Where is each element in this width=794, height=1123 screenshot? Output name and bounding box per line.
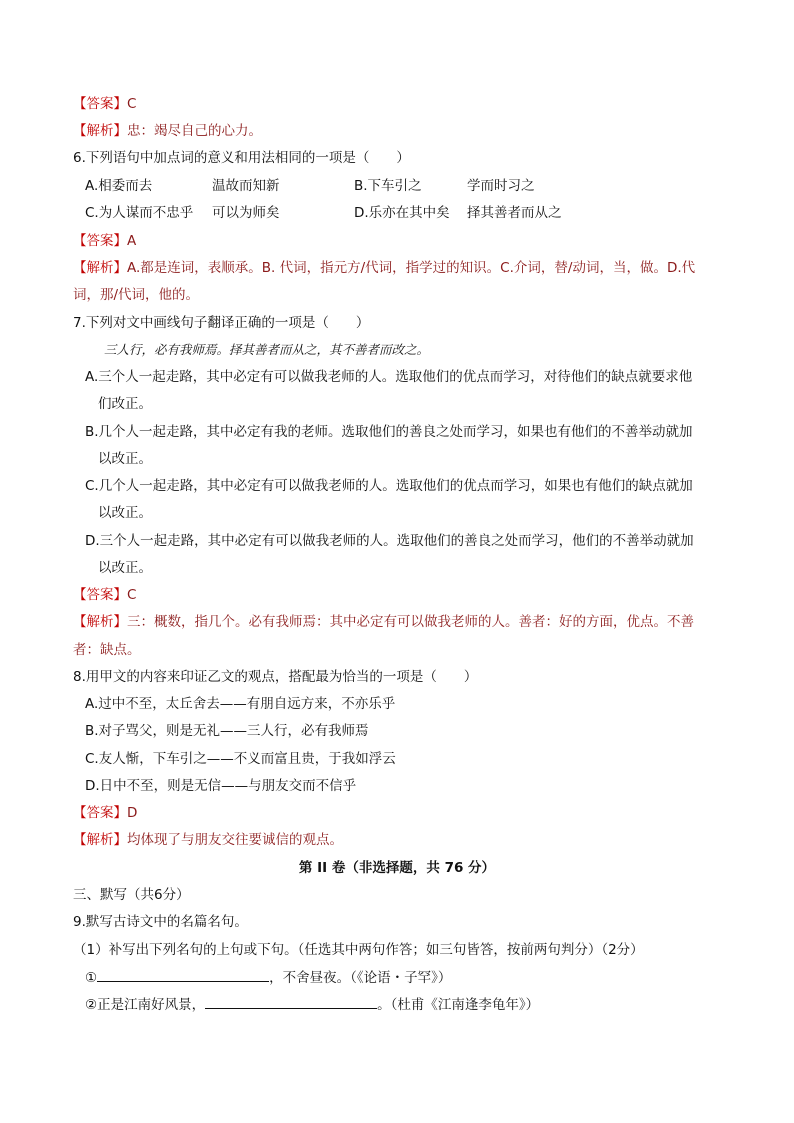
q7-option-a-line1: A.三个人一起走路，其中必定有可以做我老师的人。选取他们的优点而学习，对待他们的缺点就要求他 xyxy=(85,369,693,385)
q8-stem: 8.用甲文的内容来印证乙文的观点，搭配最为恰当的一项是（ ） xyxy=(73,669,478,685)
q6-stem: 6.下列语句中加点词的意义和用法相同的一项是（ ） xyxy=(73,150,410,166)
section-title: 第 II 卷（非选择题，共 76 分） xyxy=(298,860,496,876)
analysis-text-cont: 词，那/代词，他的。 xyxy=(73,287,200,303)
q7-option-c-line1: C.几个人一起走路，其中必定有可以做我老师的人。选取他们的优点而学习，如果也有他们的缺点就加 xyxy=(85,478,693,494)
q6-option-a-pair: 温故而知新 xyxy=(212,178,280,194)
q6-option-d-pair: 择其善者而从之 xyxy=(467,205,562,221)
q9-1-instruction: （1）补写出下列名句的上句或下句。（任选其中两句作答；如三句皆答，按前两句判分）（2分） xyxy=(73,942,644,958)
q6-answer-line xyxy=(73,231,136,251)
q6-option-b: B.下车引之 xyxy=(354,178,422,194)
answer-tag: 【答案】 xyxy=(73,805,127,821)
item-number: ① xyxy=(85,970,98,986)
analysis-text: 三：概数，指几个。必有我师焉：其中必定有可以做我老师的人。善者：好的方面，优点。不善 xyxy=(127,614,694,630)
q7-answer-line xyxy=(73,585,136,605)
q8-option-c: C.友人惭，下车引之——不义而富且贵，于我如浮云 xyxy=(85,751,396,767)
q6-options-row2 xyxy=(85,203,562,223)
answer-value: C xyxy=(127,587,137,603)
answer-blank-1[interactable] xyxy=(97,967,269,982)
analysis-tag: 【解析】 xyxy=(73,123,127,139)
q6-options-row1 xyxy=(85,176,535,196)
part3-heading: 三、默写（共6分） xyxy=(73,887,190,903)
q7-option-a-line2: 们改正。 xyxy=(98,396,152,412)
q7-classical-quote: 三人行，必有我师焉。择其善者而从之，其不善者而改之。 xyxy=(104,342,430,357)
answer-tag: 【答案】 xyxy=(73,587,127,603)
q7-analysis-line2 xyxy=(73,640,141,660)
q7-option-c-line2: 以改正。 xyxy=(98,505,152,521)
q6-analysis-line1 xyxy=(73,258,695,278)
q6-option-b-pair: 学而时习之 xyxy=(467,178,535,194)
analysis-tag: 【解析】 xyxy=(73,260,127,276)
analysis-text-cont: 者：缺点。 xyxy=(73,642,141,658)
answer-tag: 【答案】 xyxy=(73,233,127,249)
q7-option-d-line1: D.三个人一起走路，其中必定有可以做我老师的人。选取他们的善良之处而学习，他们的不善举动就加 xyxy=(85,533,694,549)
q7-option-d-line2: 以改正。 xyxy=(98,560,152,576)
answer-tag: 【答案】 xyxy=(73,96,127,112)
item-tail: ，不舍昼夜。（《论语・子罕》） xyxy=(269,970,452,986)
answer-value: D xyxy=(127,805,138,821)
answer-blank-2[interactable] xyxy=(205,994,377,1009)
q8-analysis-line xyxy=(73,830,343,850)
q9-item1 xyxy=(85,967,451,988)
q6-option-d: D.乐亦在其中矣 xyxy=(354,205,450,221)
q9-stem: 9.默写古诗文中的名篇名句。 xyxy=(73,914,248,930)
q6-option-a: A.相委而去 xyxy=(85,178,153,194)
analysis-text: 忠：竭尽自己的心力。 xyxy=(127,123,262,139)
q6-option-c-pair: 可以为师矣 xyxy=(212,205,280,221)
q6-analysis-line2 xyxy=(73,285,199,305)
q7-option-b-line2: 以改正。 xyxy=(98,451,152,467)
item-head: ②正是江南好风景， xyxy=(85,997,206,1013)
q8-option-b: B.对子骂父，则是无礼——三人行，必有我师焉 xyxy=(85,723,369,739)
q7-analysis-line1 xyxy=(73,612,694,632)
q5-analysis-line xyxy=(73,121,262,141)
q8-option-d: D.日中不至，则是无信——与朋友交而不信乎 xyxy=(85,778,357,794)
q5-answer-line xyxy=(73,94,136,114)
analysis-tag: 【解析】 xyxy=(73,832,127,848)
q6-option-c: C.为人谋而不忠乎 xyxy=(85,205,194,221)
q7-stem: 7.下列对文中画线句子翻译正确的一项是（ ） xyxy=(73,315,370,331)
analysis-tag: 【解析】 xyxy=(73,614,127,630)
q7-option-b-line1: B.几个人一起走路，其中必定有我的老师。选取他们的善良之处而学习，如果也有他们的不善举动就加 xyxy=(85,424,693,440)
q8-option-a: A.过中不至，太丘舍去——有朋自远方来，不亦乐乎 xyxy=(85,696,396,712)
q8-answer-line xyxy=(73,803,137,823)
answer-value: A xyxy=(127,233,137,249)
answer-value: C xyxy=(127,96,137,112)
analysis-text: A.都是连词，表顺承。B. 代词，指元方/代词，指学过的知识。C.介词，替/动词，当，做。D.代 xyxy=(127,260,696,276)
analysis-text: 均体现了与朋友交往要诚信的观点。 xyxy=(127,832,343,848)
item-tail: 。（杜甫《江南逢李龟年》） xyxy=(377,997,540,1013)
q9-item2 xyxy=(85,994,539,1015)
